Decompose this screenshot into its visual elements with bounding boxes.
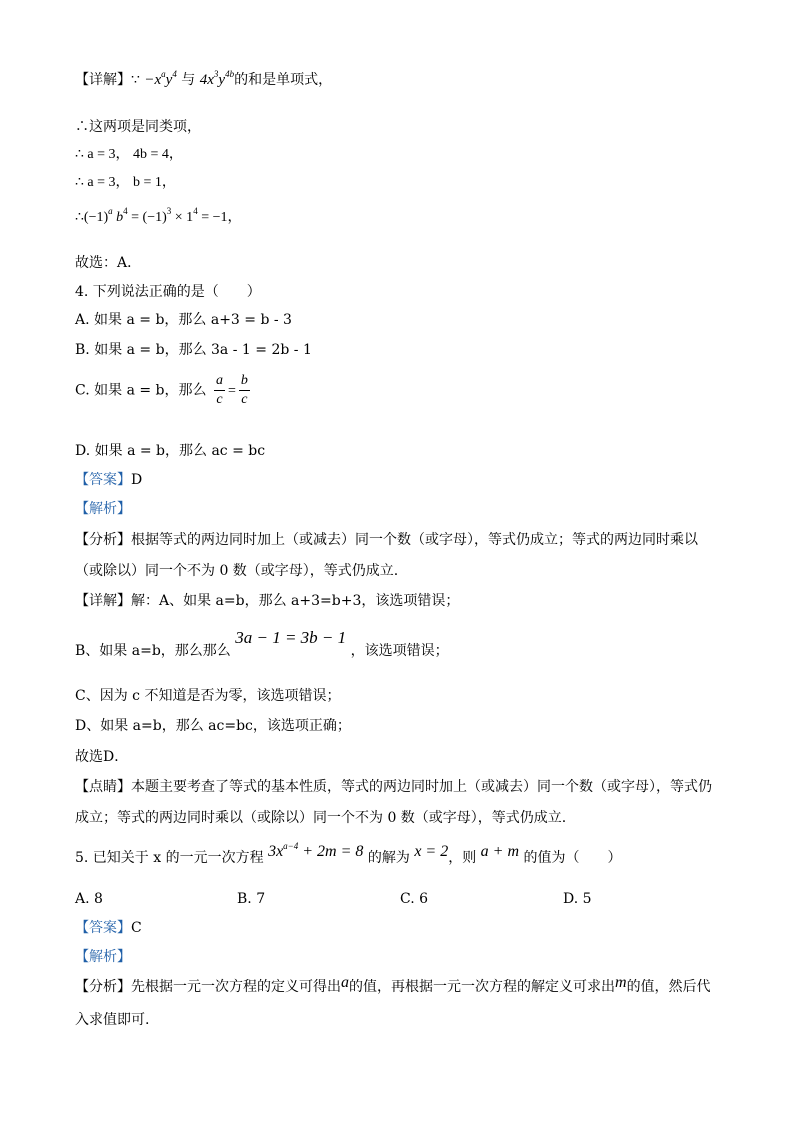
q3-line-2: ∴这两项是同类项，: [75, 119, 201, 135]
q4-c-line: C、因为 c 不知道是否为零，该选项错误；: [75, 688, 341, 704]
q5-analysis-tag: 【解析】: [75, 949, 131, 965]
q5-option-a: A. 8: [75, 891, 103, 907]
q4-dianjing-line-1: 【点睛】本题主要考查了等式的基本性质，等式的两边同时加上（或减去）同一个数（或字母），等式仍: [75, 779, 712, 795]
detail-tag: 【详解】: [75, 72, 131, 88]
answer-value: D: [131, 472, 143, 488]
q3-detail-line: 【详解】∵ $-x^ay^4$ 与 $4x^3y^{4b}$的和是单项式，: [75, 69, 333, 88]
q4-fenxi-line-2: （或除以）同一个不为 0 数（或字母），等式仍成立.: [75, 563, 399, 579]
fenxi-tag: 【分析】: [75, 979, 131, 995]
q4-option-d: D. 如果 a = b，那么 ac = bc: [75, 443, 266, 459]
term2: $4x^3y^{4b}$: [199, 69, 235, 88]
q4-d-line: D、如果 a=b，那么 ac=bc，该选项正确；: [75, 718, 351, 734]
q5-fenxi-line-1: 【分析】先根据一元一次方程的定义可得出a的值，再根据一元一次方程的解定义可求出m的值，然后代: [75, 974, 711, 995]
q5-answer-line: [75, 918, 142, 938]
q4-answer-line: [75, 470, 142, 490]
q5-fenxi-line-2: 入求值即可.: [75, 1012, 150, 1028]
q3-line-3: ∴ a = 3， 4b = 4，: [75, 147, 183, 162]
q4-option-a: A. 如果 a = b，那么 a+3 = b - 3: [75, 312, 292, 328]
q4-fenxi-line-1: 【分析】根据等式的两边同时加上（或减去）同一个数（或字母），等式仍成立；等式的两边同时乘以: [75, 532, 698, 548]
fraction-a-over-c: $\frac{a}{c}$: [215, 373, 223, 407]
q4-choose: 故选D．: [75, 749, 129, 765]
fraction-b-over-c: $\frac{b}{c}$: [240, 373, 248, 407]
q4-stem: 4. 下列说法正确的是（ ）: [75, 284, 261, 300]
answer-tag: 【答案】: [75, 472, 131, 488]
q4-xiangjie-line: 【详解】解：A、如果 a=b，那么 a+3=b+3，该选项错误；: [75, 593, 460, 609]
answer-tag: 【答案】: [75, 920, 131, 936]
q4-analysis-tag: 【解析】: [75, 501, 131, 517]
q5-option-b: B. 7: [237, 891, 266, 907]
q3-line-5: $\therefore(-1)^a$ $b^4 = (-1)^3 \times 1^4 = -1$，: [75, 206, 242, 225]
xiangjie-tag: 【详解】: [75, 593, 131, 609]
q4-option-b: B. 如果 a = b，那么 3a - 1 = 2b - 1: [75, 342, 312, 358]
dianjing-tag: 【点睛】: [75, 779, 131, 795]
term1: $-x^ay^4$: [144, 69, 177, 88]
fenxi-tag: 【分析】: [75, 532, 131, 548]
q5-stem: 5. 已知关于 x 的一元一次方程 $3x^{a-4} + 2m = 8$ 的解为 x = 2，则 a + m 的值为（ ）: [75, 841, 622, 866]
q5-equation: $3x^{a-4} + 2m = 8$: [268, 841, 364, 860]
q4-dianjing-line-2: 成立；等式的两边同时乘以（或除以）同一个不为 0 数（或字母），等式仍成立.: [75, 810, 567, 826]
q4-option-c: C. 如果 a = b，那么 $\frac{a}{c}$ = $\frac{b}{c}$: [75, 373, 248, 407]
q5-option-c: C. 6: [400, 891, 429, 907]
q5-option-d: D. 5: [563, 891, 592, 907]
q3-line-4: ∴ a = 3， b = 1，: [75, 175, 176, 190]
q4-b-line: B、如果 a=b，那么那么 3a − 1 = 3b − 1 ，该选项错误；: [75, 628, 449, 659]
answer-value: C: [131, 920, 142, 936]
q3-answer: 故选：A．: [75, 255, 142, 271]
